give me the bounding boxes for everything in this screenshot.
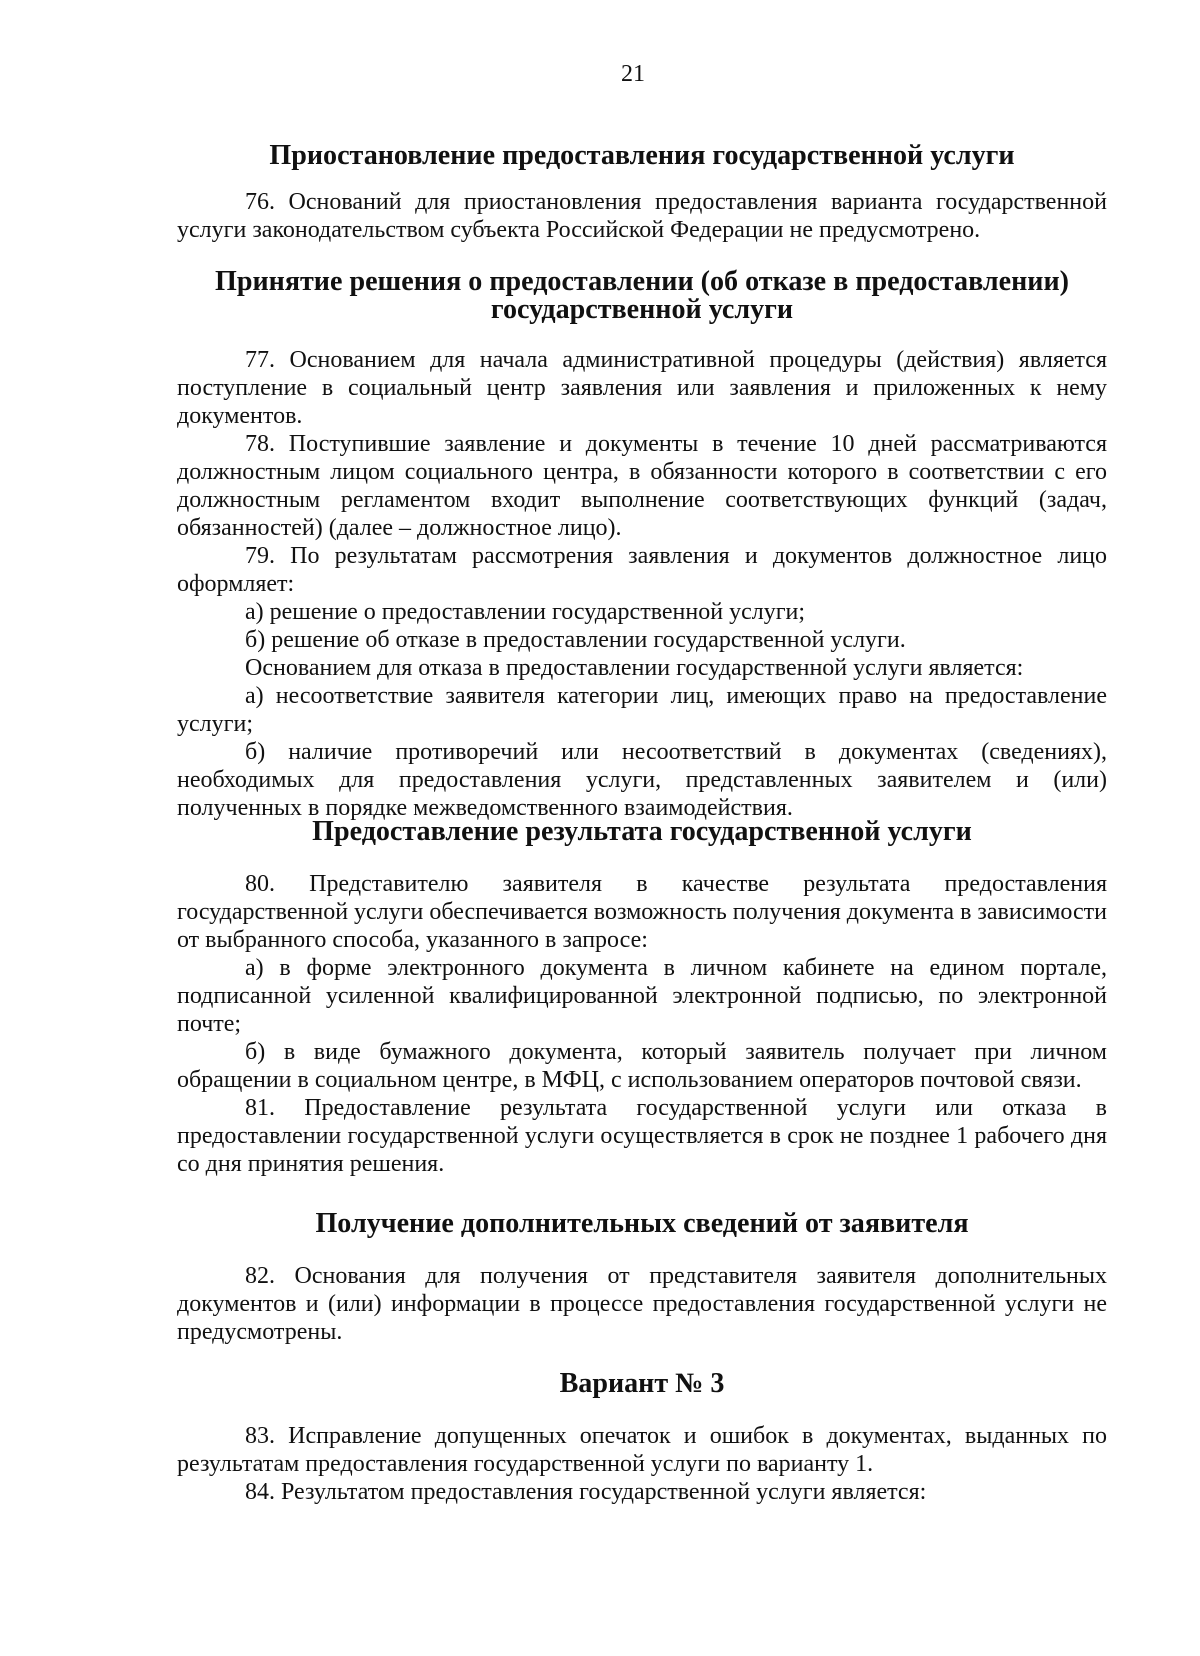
heading-decision-line1: Принятие решения о предоставлении (об отказе в предоставлении) xyxy=(215,266,1069,297)
paragraph-79-b: б) решение об отказе в предоставлении государственной услуги. xyxy=(245,627,906,653)
paragraph-78: 78. Поступившие заявление и документы в течение 10 дней рассматриваются должностным лицом социального центра, в обязанности которого в соответствии с его должностным регламентом входит выполнение соответствующих функций (задач, обязанностей) (далее – должностное лицо). xyxy=(177,431,1107,541)
paragraph-83: 83. Исправление допущенных опечаток и ошибок в документах, выданных по результатам предоставления государственной услуги по варианту 1. xyxy=(177,1423,1107,1477)
result-paragraphs xyxy=(177,870,1107,1178)
section-decision xyxy=(177,268,1107,324)
paragraph-79-a: а) решение о предоставлении государственной услуги; xyxy=(245,599,806,625)
paragraph-77: 77. Основанием для начала административной процедуры (действия) является поступление в социальный центр заявления или заявления и приложенных к нему документов. xyxy=(177,347,1107,429)
decision-paragraphs xyxy=(177,346,1107,822)
paragraph-76: 76. Оснований для приостановления предоставления варианта государственной услуги законодательством субъекта Российской Федерации не предусмотрено. xyxy=(177,189,1107,243)
additional-info-paragraphs xyxy=(177,1262,1107,1346)
page-number: 21 xyxy=(621,61,645,87)
section-result xyxy=(177,818,1107,846)
heading-decision-line2: государственной услуги xyxy=(490,294,794,325)
paragraph-79-e: б) наличие противоречий или несоответствий в документах (сведениях), необходимых для предоставления услуги, представленных заявителем и (или) полученных в порядке межведомственного взаимодействия. xyxy=(177,739,1107,821)
paragraph-80: 80. Представителю заявителя в качестве результата предоставления государственной услуги обеспечивается возможность получения документа в зависимости от выбранного способа, указанного в запросе: xyxy=(177,871,1107,953)
paragraph-82: 82. Основания для получения от представителя заявителя дополнительных документов и (или) информации в процессе предоставления государственной услуги не предусмотрены. xyxy=(177,1263,1107,1345)
heading-additional-info: Получение дополнительных сведений от заявителя xyxy=(315,1208,969,1239)
paragraph-79-d: а) несоответствие заявителя категории лиц, имеющих право на предоставление услуги; xyxy=(177,683,1107,737)
paragraph-84: 84. Результатом предоставления государственной услуги является: xyxy=(245,1479,927,1505)
heading-result: Предоставление результата государственной услуги xyxy=(312,816,972,847)
section-variant-3 xyxy=(177,1370,1107,1398)
heading-suspension: Приостановление предоставления государственной услуги xyxy=(269,140,1015,171)
paragraph-76-block xyxy=(177,188,1107,244)
section-suspension xyxy=(177,142,1107,170)
paragraph-80-a: а) в форме электронного документа в личном кабинете на едином портале, подписанной усиленной квалифицированной электронной подписью, по электронной почте; xyxy=(177,955,1107,1037)
paragraph-81: 81. Предоставление результата государственной услуги или отказа в предоставлении государственной услуги осуществляется в срок не позднее 1 рабочего дня со дня принятия решения. xyxy=(177,1095,1107,1177)
section-additional-info xyxy=(177,1210,1107,1238)
variant-3-paragraphs xyxy=(177,1422,1107,1506)
paragraph-79: 79. По результатам рассмотрения заявления и документов должностное лицо оформляет: xyxy=(177,543,1107,597)
paragraph-80-b: б) в виде бумажного документа, который заявитель получает при личном обращении в социальном центре, в МФЦ, с использованием операторов почтовой связи. xyxy=(177,1039,1107,1093)
paragraph-79-c: Основанием для отказа в предоставлении государственной услуги является: xyxy=(245,655,1024,681)
heading-variant-3: Вариант № 3 xyxy=(559,1368,725,1399)
